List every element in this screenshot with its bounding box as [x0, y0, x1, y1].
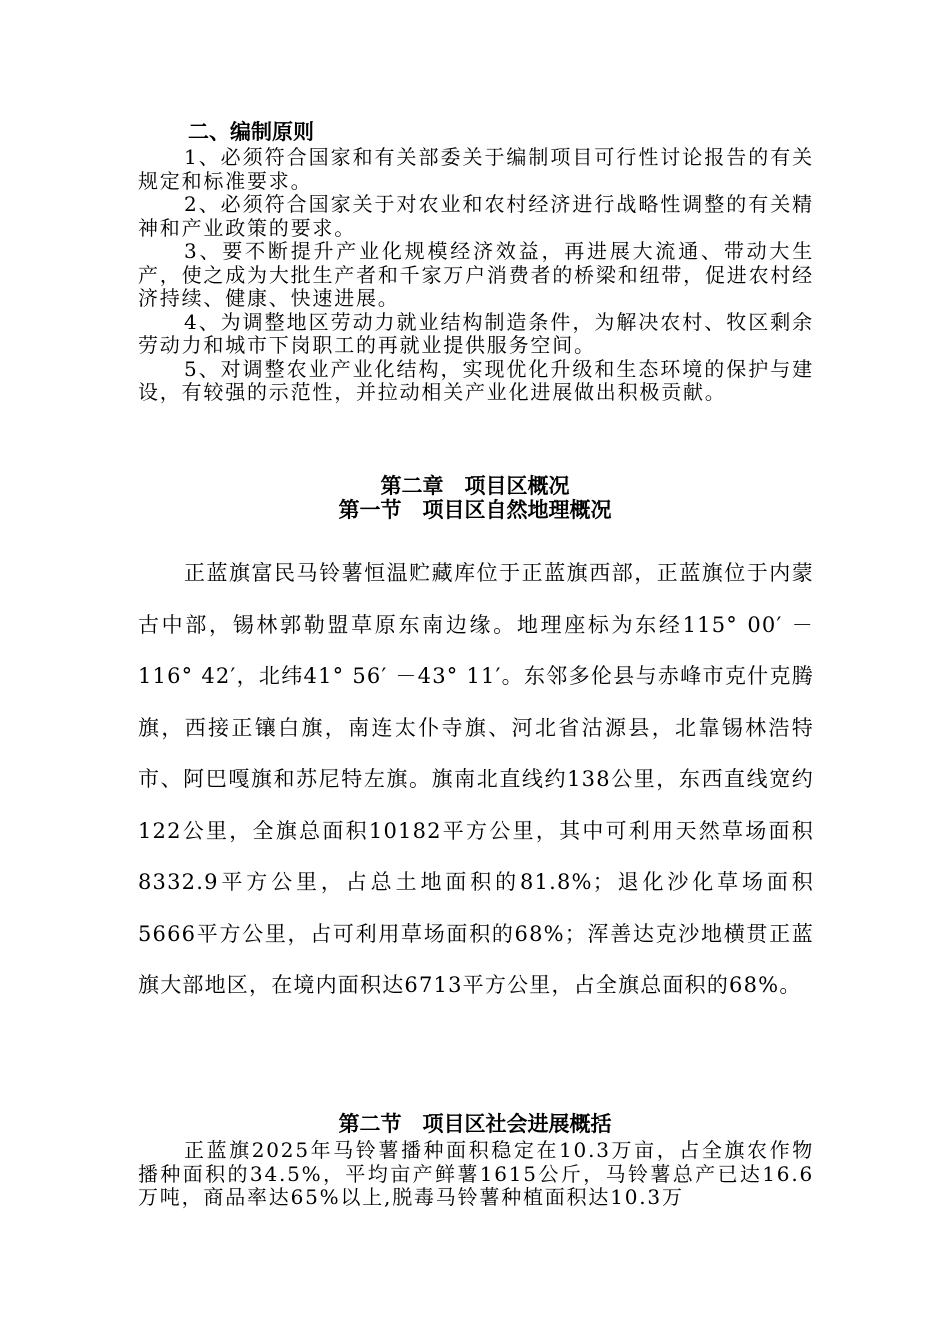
section-2-paragraph: 正蓝旗2025年马铃薯播种面积稳定在10.3万亩，占全旗农作物播种面积的34.5%，平均亩产鲜薯1615公斤，马铃薯总产已达16.6万吨，商品率达65%以上,脱毒马铃薯种植面积达10.3万	[138, 1138, 814, 1209]
principles-list	[138, 146, 814, 405]
section-1-title: 第一节 项目区自然地理概况	[338, 498, 612, 522]
principle-item-2: 2、必须符合国家关于对农业和农村经济进行战略性调整的有关精神和产业政策的要求。	[138, 192, 814, 240]
section-1-paragraph: 正蓝旗富民马铃薯恒温贮藏库位于正蓝旗西部，正蓝旗位于内蒙古中部，锡林郭勒盟草原东南边缘。地理座标为东经115° 00′ －116° 42′，北纬41° 56′ －43° 11′。东邻多伦县与赤峰市克什克腾旗，西接正镶白旗，南连太仆寺旗、河北省沽源县，北靠锡林浩特市、阿巴嘎旗和苏尼特左旗。旗南北直线约138公里，东西直线宽约122公里，全旗总面积10182平方公里，其中可利用天然草场面积8332.9平方公里，占总土地面积的81.8%；退化沙化草场面积5666平方公里，占可利用草场面积的68%；浑善达克沙地横贯正蓝旗大部地区，在境内面积达6713平方公里，占全旗总面积的68%。	[138, 561, 814, 997]
section-heading-principles: 二、编制原则	[188, 120, 314, 144]
principle-item-1: 1、必须符合国家和有关部委关于编制项目可行性讨论报告的有关规定和标准要求。	[138, 145, 814, 193]
section-2-body	[138, 1139, 814, 1210]
principle-item-4: 4、为调整地区劳动力就业结构制造条件，为解决农村、牧区剩余劳动力和城市下岗职工的再就业提供服务空间。	[138, 309, 814, 357]
section-1-body	[138, 548, 814, 1012]
chapter-title: 第二章 项目区概况	[380, 474, 570, 498]
principle-item-5: 5、对调整农业产业化结构，实现优化升级和生态环境的保护与建设，有较强的示范性，并拉动相关产业化进展做出积极贡献。	[138, 356, 814, 404]
section-2-title: 第二节 项目区社会进展概括	[338, 1112, 612, 1136]
principle-item-3: 3、要不断提升产业化规模经济效益，再进展大流通、带动大生产，使之成为大批生产者和千家万户消费者的桥梁和纽带，促进农村经济持续、健康、快速进展。	[138, 239, 814, 310]
